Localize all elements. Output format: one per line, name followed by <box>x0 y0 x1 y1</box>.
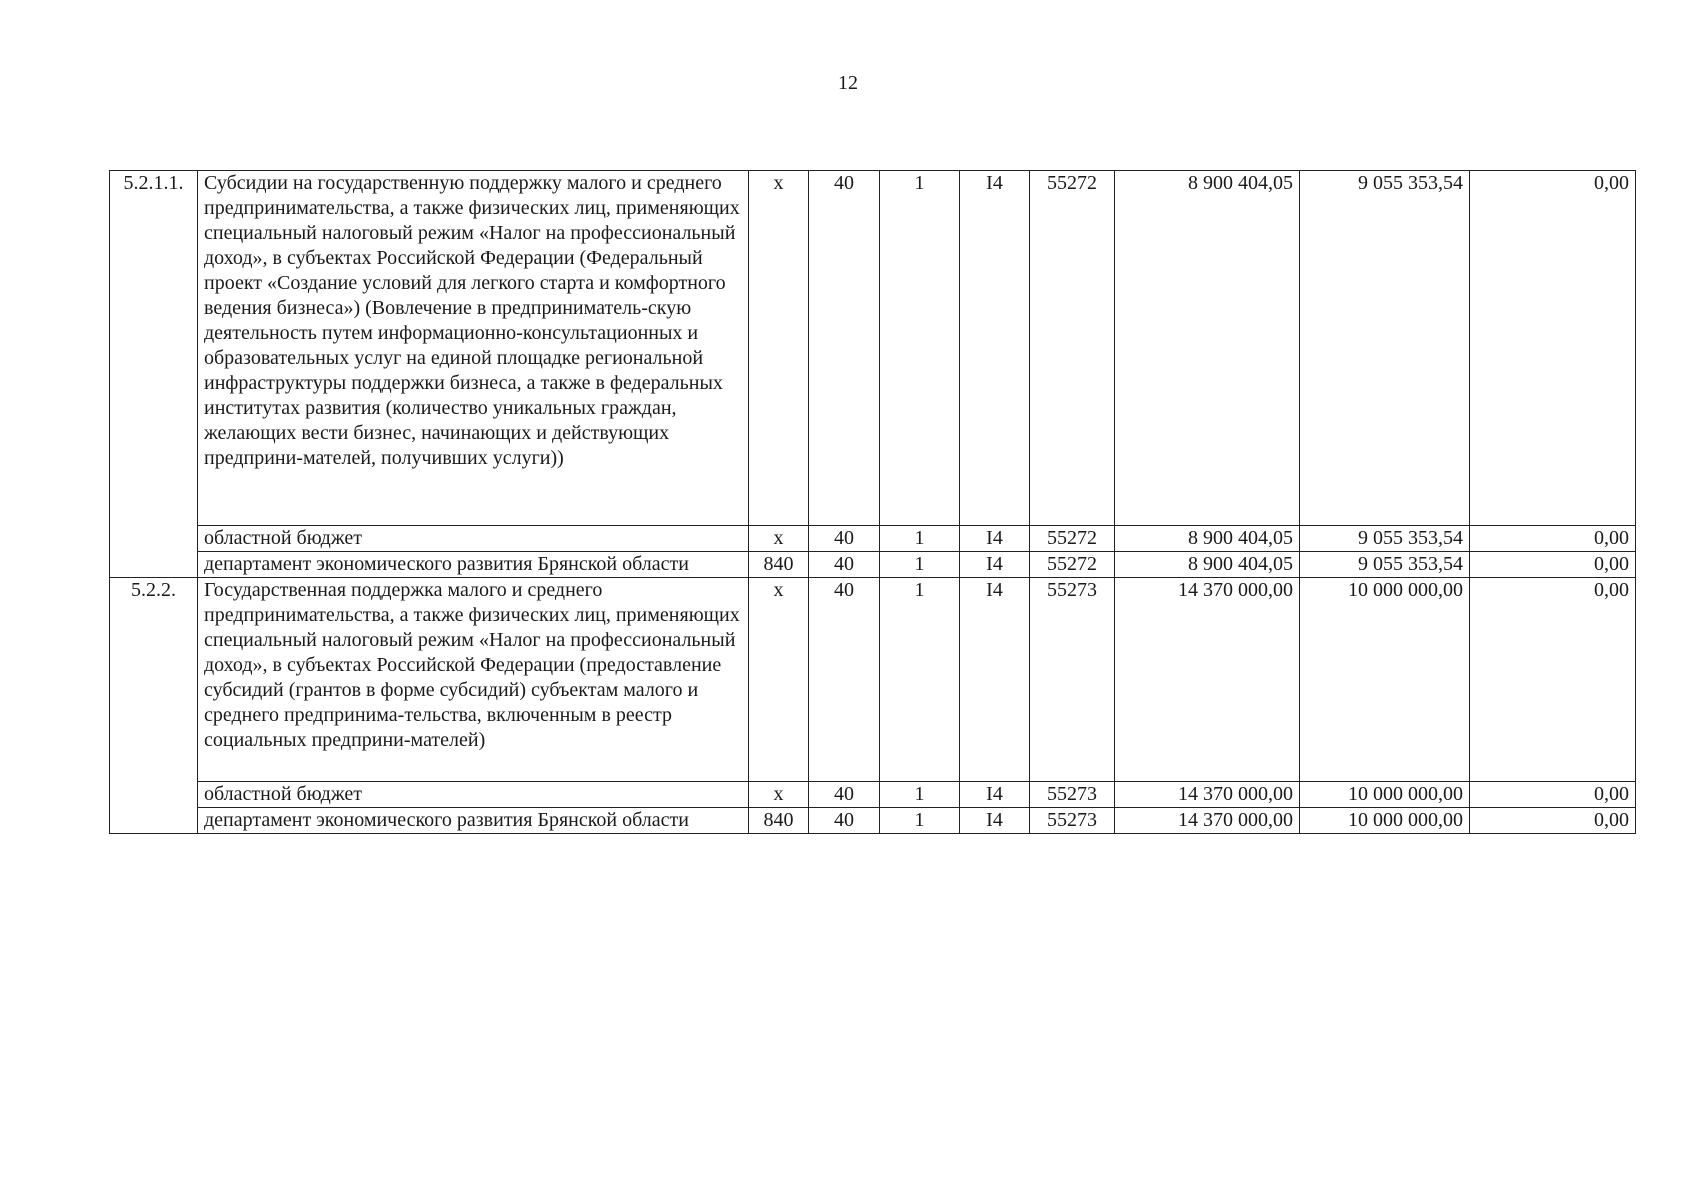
cell-sum-2: 10 000 000,00 <box>1300 782 1470 808</box>
cell-gr: x <box>749 578 809 782</box>
cell-sum-1: 14 370 000,00 <box>1115 782 1300 808</box>
cell-pr: 1 <box>880 552 960 578</box>
cell-sum-1: 14 370 000,00 <box>1115 578 1300 782</box>
cell-cs1: I4 <box>960 552 1030 578</box>
cell-cs2: 55273 <box>1030 782 1115 808</box>
cell-sum-3: 0,00 <box>1470 578 1636 782</box>
cell-cs2: 55272 <box>1030 552 1115 578</box>
cell-sum-2: 9 055 353,54 <box>1300 171 1470 526</box>
table-row <box>110 782 1636 808</box>
page-number: 12 <box>838 72 858 94</box>
cell-sum-2: 9 055 353,54 <box>1300 552 1470 578</box>
cell-cs2: 55273 <box>1030 578 1115 782</box>
cell-sum-1: 14 370 000,00 <box>1115 808 1300 834</box>
cell-gr: 840 <box>749 552 809 578</box>
cell-sum-3: 0,00 <box>1470 552 1636 578</box>
table-row <box>110 808 1636 834</box>
cell-gr: 840 <box>749 808 809 834</box>
cell-cs1: I4 <box>960 808 1030 834</box>
cell-sum-3: 0,00 <box>1470 808 1636 834</box>
cell-pr: 1 <box>880 782 960 808</box>
cell-gr: x <box>749 782 809 808</box>
table-row <box>110 171 1636 526</box>
row-number: 5.2.2. <box>110 578 198 834</box>
cell-sum-3: 0,00 <box>1470 526 1636 552</box>
row-number: 5.2.1.1. <box>110 171 198 578</box>
cell-cs1: I4 <box>960 171 1030 526</box>
row-description: Субсидии на государственную поддержку малого и среднего предпринимательства, а также физических лиц, применяющих специальный налоговый режим «Налог на профессиональный доход», в субъектах Российской Федерации (Федеральный проект «Создание условий для легкого старта и комфортного ведения бизнеса») (Вовлечение в предприниматель-скую деятельность путем информационно-консультационных и образовательных услуг на единой площадке региональной инфраструктуры поддержки бизнеса, а также в федеральных институтах развития (количество уникальных граждан, желающих вести бизнес, начинающих и действующих предприни-мателей, получивших услуги)) <box>198 171 749 526</box>
cell-sum-2: 9 055 353,54 <box>1300 526 1470 552</box>
cell-pr: 1 <box>880 171 960 526</box>
cell-cs1: I4 <box>960 578 1030 782</box>
cell-sum-1: 8 900 404,05 <box>1115 526 1300 552</box>
row-description: департамент экономического развития Брянской области <box>198 808 749 834</box>
table-row <box>110 526 1636 552</box>
cell-rz: 40 <box>809 578 880 782</box>
cell-sum-3: 0,00 <box>1470 171 1636 526</box>
cell-sum-2: 10 000 000,00 <box>1300 808 1470 834</box>
cell-rz: 40 <box>809 171 880 526</box>
row-description: областной бюджет <box>198 526 749 552</box>
cell-pr: 1 <box>880 808 960 834</box>
row-description: департамент экономического развития Брянской области <box>198 552 749 578</box>
cell-pr: 1 <box>880 526 960 552</box>
cell-rz: 40 <box>809 552 880 578</box>
cell-cs2: 55272 <box>1030 171 1115 526</box>
budget-table <box>109 170 1636 834</box>
cell-sum-2: 10 000 000,00 <box>1300 578 1470 782</box>
cell-sum-1: 8 900 404,05 <box>1115 552 1300 578</box>
cell-gr: x <box>749 171 809 526</box>
cell-cs1: I4 <box>960 782 1030 808</box>
row-description: областной бюджет <box>198 782 749 808</box>
cell-cs1: I4 <box>960 526 1030 552</box>
cell-rz: 40 <box>809 808 880 834</box>
table-row <box>110 552 1636 578</box>
cell-rz: 40 <box>809 782 880 808</box>
cell-cs2: 55273 <box>1030 808 1115 834</box>
cell-pr: 1 <box>880 578 960 782</box>
row-description: Государственная поддержка малого и среднего предпринимательства, а также физических лиц, применяющих специальный налоговый режим «Налог на профессиональный доход», в субъектах Российской Федерации (предоставление субсидий (грантов в форме субсидий) субъектам малого и среднего предпринима-тельства, включенным в реестр социальных предприни-мателей) <box>198 578 749 782</box>
table-row <box>110 578 1636 782</box>
cell-sum-3: 0,00 <box>1470 782 1636 808</box>
cell-sum-1: 8 900 404,05 <box>1115 171 1300 526</box>
cell-gr: x <box>749 526 809 552</box>
cell-cs2: 55272 <box>1030 526 1115 552</box>
cell-rz: 40 <box>809 526 880 552</box>
